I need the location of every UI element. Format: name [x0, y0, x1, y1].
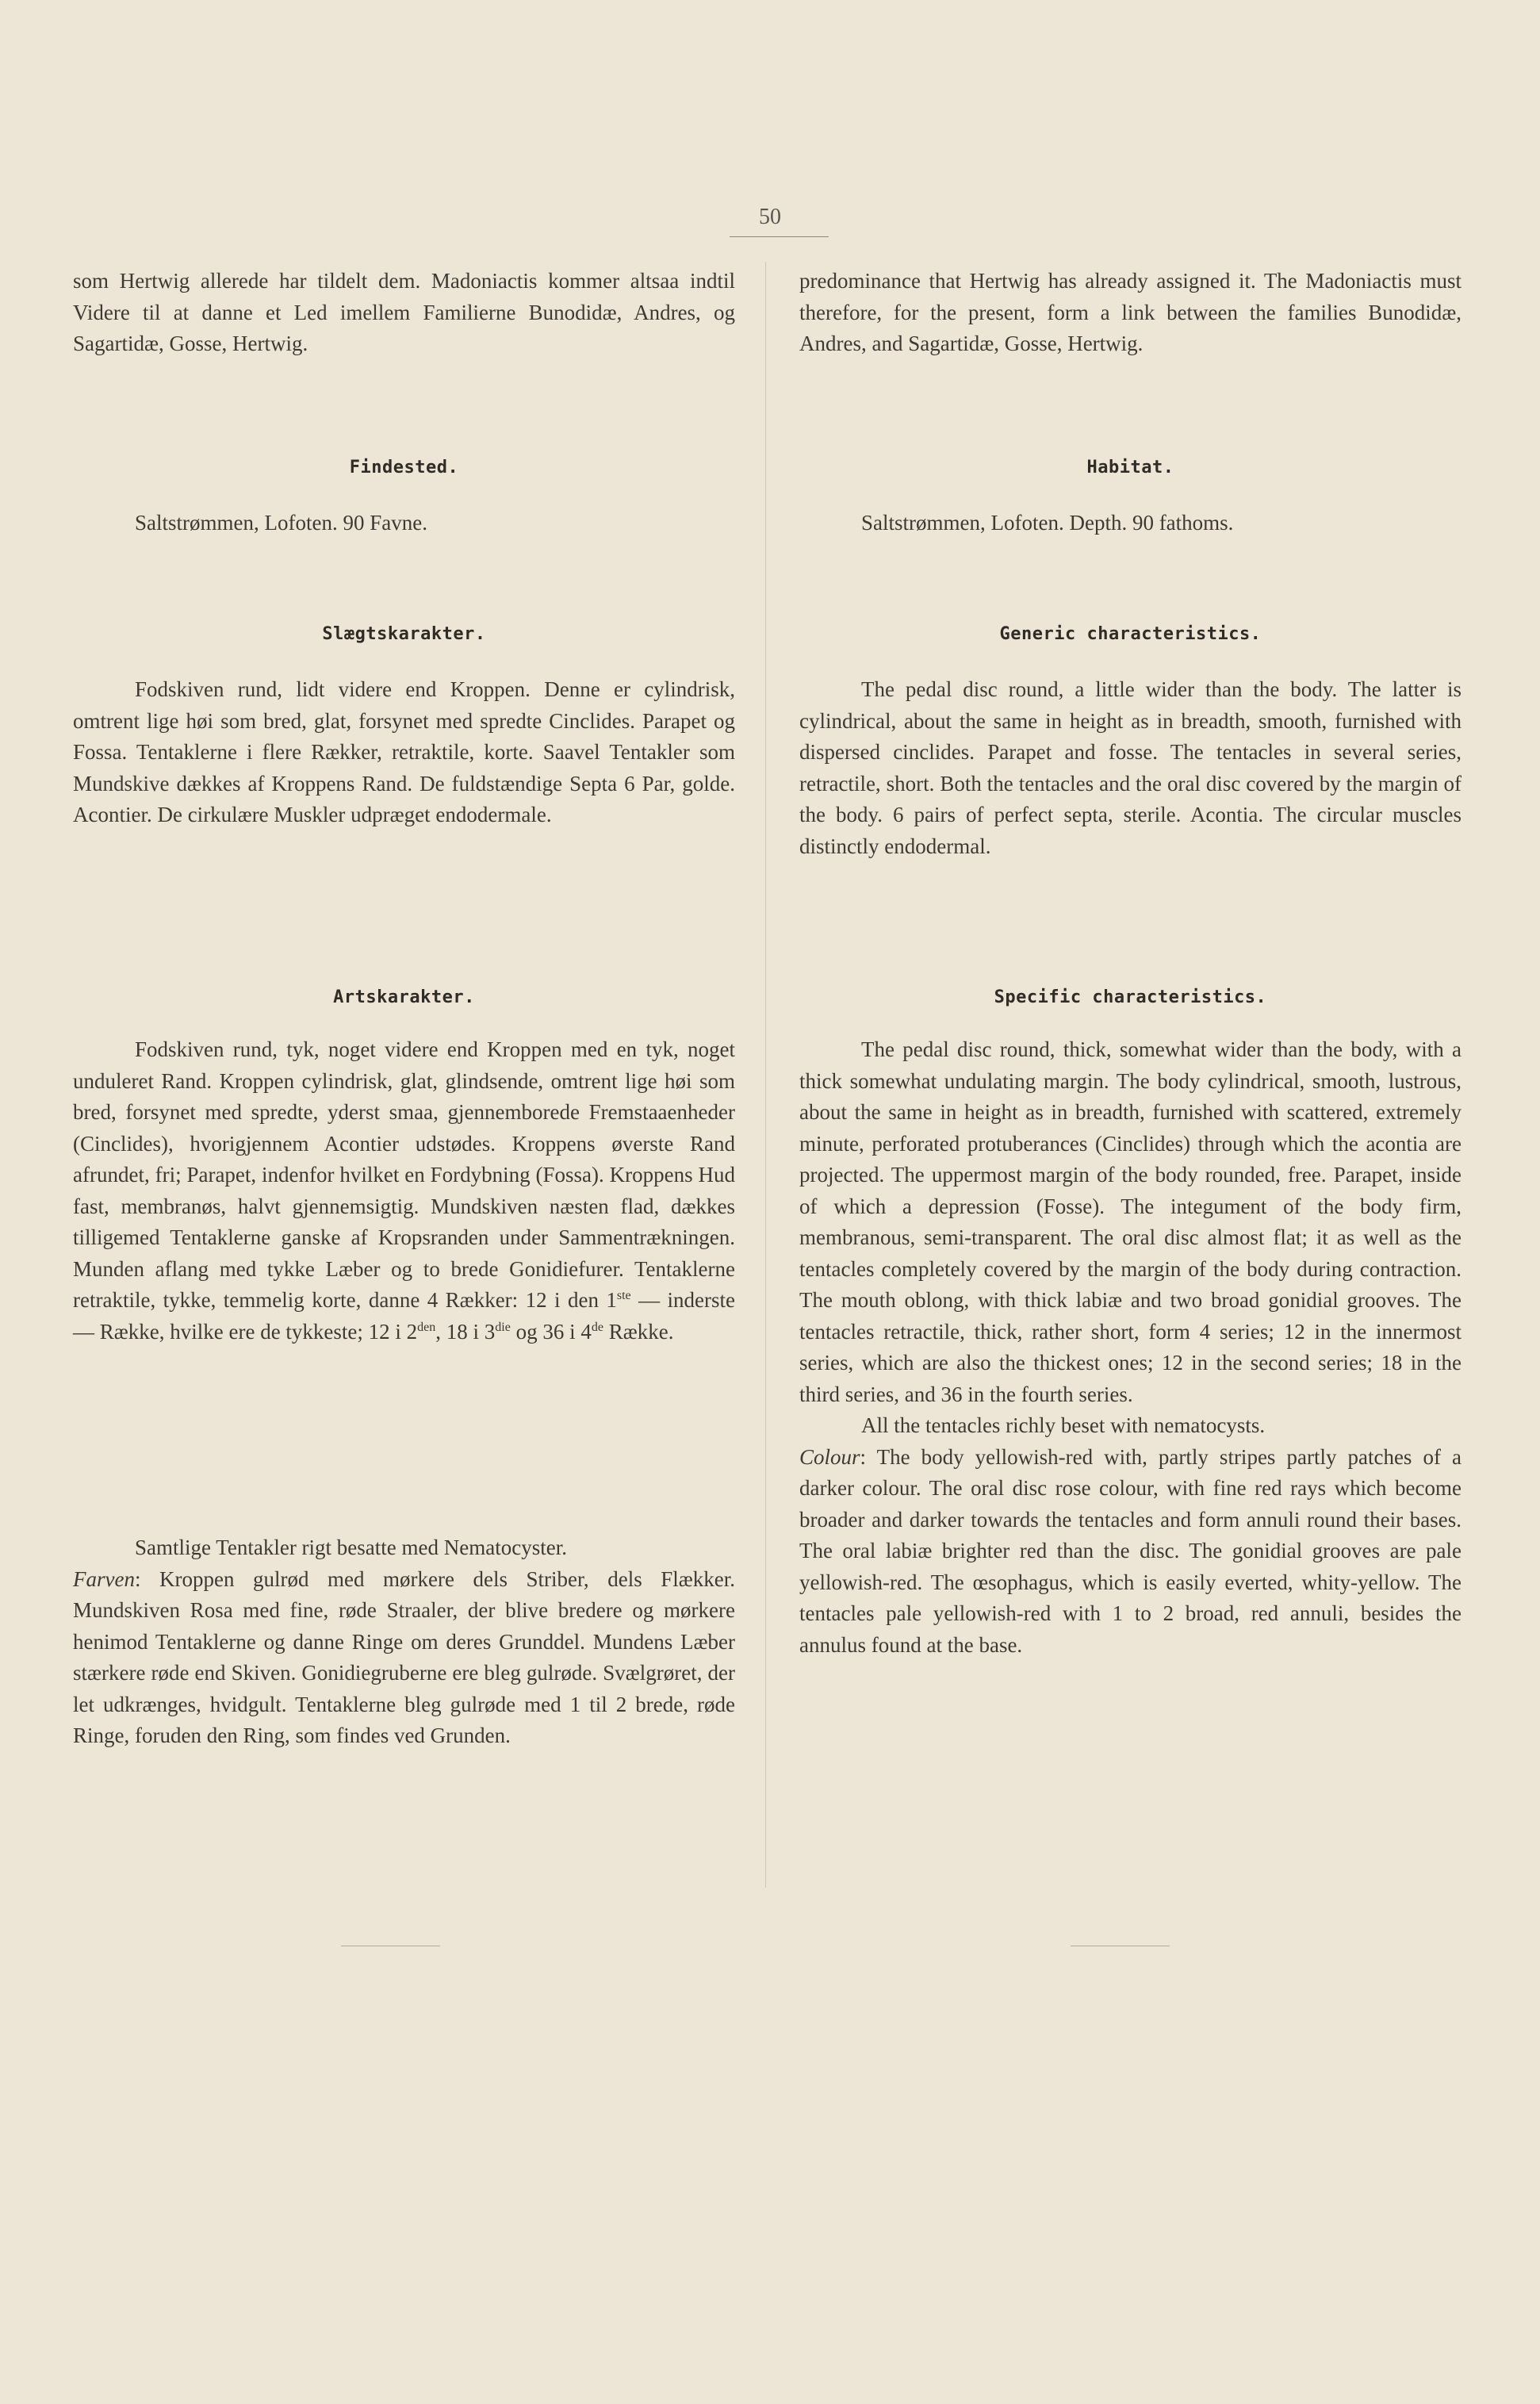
- artskarakter-block: [73, 1034, 735, 1348]
- left-intro-text: som Hertwig allerede har tildelt dem. Madoniactis kommer altsaa indtil Videre til at danne et Led imellem Familierne Bunodidæ, Andres, og Sagartidæ, Gosse, Hertwig.: [73, 269, 735, 355]
- findested-text: Saltstrømmen, Lofoten. 90 Favne.: [135, 511, 427, 535]
- colour-label: Colour: [799, 1444, 860, 1469]
- ordinal-2: den: [417, 1320, 436, 1334]
- generic-characteristics-block: [799, 674, 1461, 862]
- farven-paragraph: [73, 1564, 735, 1752]
- findested-heading: Findested.: [349, 458, 459, 477]
- artskarakter-text: [73, 1034, 735, 1348]
- slaegtskarakter-text: Fodskiven rund, lidt videre end Kroppen. Denne er cylindrisk, omtrent lige høi som bred, glat, forsynet med spredte Cinclides. Parapet og Fossa. Tentaklerne i flere Rækker, retraktile, korte. Saavel Tentakler som Mundskive dækkes af Kroppens Rand. De fuldstændige Septa 6 Par, golde. Acontier. De cirkulære Muskler udpræget endodermale.: [73, 677, 735, 826]
- artskarakter-heading: Artskarakter.: [333, 987, 475, 1007]
- arts-text-b: — inderste — Række, hvilke ere de tykkeste; 12 i 2: [73, 1288, 735, 1344]
- samtlige-block: [73, 1532, 735, 1752]
- arts-text-c: , 18 i 3: [435, 1319, 496, 1344]
- ordinal-1: ste: [616, 1289, 631, 1302]
- generic-characteristics-heading: Generic characteristics.: [999, 624, 1262, 644]
- slaegtskarakter-heading: Slægtskarakter.: [322, 624, 486, 644]
- generic-characteristics-text: The pedal disc round, a little wider than the body. The latter is cylindrical, about the same in height as in breadth, smooth, furnished with dispersed cinclides. Parapet and fosse. The tentacles in several series, retractile, short. Both the tentacles and the oral disc covered by the margin of the body. 6 pairs of perfect septa, sterile. Acontia. The circular muscles distinctly endodermal.: [799, 677, 1461, 858]
- arts-text-e: Række.: [603, 1319, 674, 1344]
- right-intro-text: predominance that Hertwig has already assigned it. The Madoniactis must therefore, for the present, form a link between the families Bunodidæ, Andres, and Sagartidæ, Gosse, Hertwig.: [799, 269, 1461, 355]
- right-intro: [799, 266, 1461, 360]
- arts-text-d: og 36 i 4: [510, 1319, 592, 1344]
- ordinal-3: die: [495, 1320, 511, 1334]
- page-number-rule: [730, 236, 829, 237]
- samtlige-text: Samtlige Tentakler rigt besatte med Nematocyster.: [135, 1536, 567, 1559]
- ordinal-4: de: [591, 1320, 603, 1334]
- colour-text: : The body yellowish-red with, partly stripes partly patches of a darker colour. The oral disc rose colour, with fine red rays which become broader and darker towards the tentacles and form annuli round their bases. The oral labiæ brighter red than the disc. The gonidial grooves are pale yellowish-red. The œsophagus, which is easily everted, whity-yellow. The tentacles pale yellowish-red with 1 to 2 broad, red annuli, besides the annulus found at the base.: [799, 1444, 1461, 1657]
- colour-paragraph: [799, 1442, 1461, 1662]
- farven-text: : Kroppen gulrød med mørkere dels Striber, dels Flækker. Mundskiven Rosa med fine, røde Straaler, der blive bredere og mørkere henimod Tentaklerne og danne Ringe om deres Grunddel. Mundens Læber stærkere røde end Skiven. Gonidiegruberne ere bleg gulrøde. Svælgrøret, der let udkrænges, hvidgult. Tentaklerne bleg gulrøde med 1 til 2 brede, røde Ringe, foruden den Ring, som findes ved Grunden.: [73, 1566, 735, 1747]
- farven-label: Farven: [73, 1566, 135, 1591]
- page-number: 50: [759, 205, 781, 229]
- specific-characteristics-text: The pedal disc round, thick, somewhat wider than the body, with a thick somewhat undulating margin. The body cylindrical, smooth, lustrous, about the same in height as in breadth, furnished with scattered, extremely minute, perforated protuberances (Cinclides) through which the acontia are projected. The uppermost margin of the body rounded, free. Parapet, inside of which a depression (Fosse). The integument of the body firm, membranous, semi-transparent. The oral disc almost flat; it as well as the tentacles completely covered by the margin of the body during contraction. The mouth oblong, with thick labiæ and two broad gonidial grooves. The tentacles retractile, thick, rather short, form 4 series; 12 in the innermost series, which are also the thickest ones; 12 in the second series; 18 in the third series, and 36 in the fourth series.: [799, 1037, 1461, 1406]
- column-divider: [765, 262, 766, 1888]
- left-intro: [73, 266, 735, 360]
- findested-text-block: [73, 508, 735, 539]
- tentacles-text: All the tentacles richly beset with nematocysts.: [861, 1413, 1266, 1437]
- habitat-heading: Habitat.: [1086, 458, 1174, 477]
- specific-characteristics-heading: Specific characteristics.: [994, 987, 1267, 1007]
- arts-text-a: Fodskiven rund, tyk, noget videre end Kroppen med en tyk, noget unduleret Rand. Kroppen cylindrisk, glat, glindsende, omtrent lige høi som bred, forsynet med spredte, yderst smaa, gjennemborede Fremstaaenheder (Cinclides), hvorigjennem Acontier udstødes. Kroppens øverste Rand afrundet, fri; Parapet, indenfor hvilket en Fordybning (Fossa). Kroppens Hud fast, membranøs, halvt gjennemsigtig. Mundskiven næsten flad, dækkes tilligemed Tentaklerne ganske af Kropsranden under Sammentrækningen. Munden aflang med tykke Læber og to brede Gonidiefurer. Tentaklerne retraktile, tykke, temmelig korte, danne 4 Rækker: 12 i den 1: [73, 1037, 735, 1312]
- habitat-text: Saltstrømmen, Lofoten. Depth. 90 fathoms.: [861, 511, 1234, 535]
- habitat-text-block: [799, 508, 1461, 539]
- slaegtskarakter-block: [73, 674, 735, 831]
- specific-characteristics-block: [799, 1034, 1461, 1661]
